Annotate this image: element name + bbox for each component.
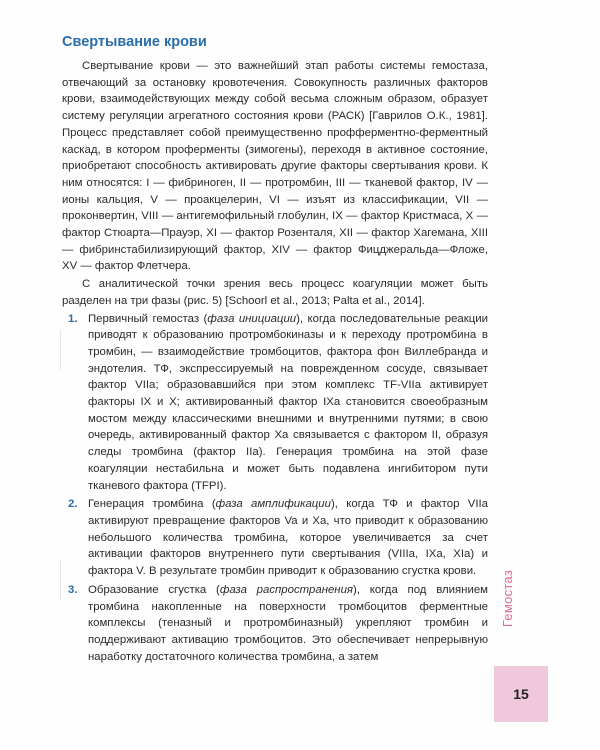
list-number: 3. [68, 583, 78, 596]
paragraph: С аналитической точки зрения весь процесс коагуляции может быть разделен на три фазы (рис. 5) [Schoorl et al., 2013; Palta et al., 2014]. [62, 278, 488, 307]
phase-name: фаза распространения [219, 583, 353, 596]
list-text: ), когда последовательные реакции приводят к образованию протромбокиназы и к переходу протромбина в тромбин, — взаимодействие тромбоцитов, фактора фон Виллебранда и эндотелия. ТФ, экспрессируемый на поврежденном сосуде, связывает фактор VIIa; образовавшийся при этом комплекс TF-VIIa активирует факторы IX и X; активированный фактор IXa становится своеобразным мостом между классическими внешними и внутренними путями; в свою очередь, активированный фактор Xa связывается с фактором II, образуя следы тромбина (фактор IIa). Генерация тромбина на этой фазе коагуляции нестабильна и может быть подавлена ингибитором пути тканевого фактора (TFPI). [88, 312, 488, 492]
list-item [62, 582, 488, 666]
list-number: 2. [68, 498, 78, 511]
page-number-box [494, 666, 548, 722]
list-number: 1. [68, 312, 78, 325]
list-text: Первичный гемостаз ( [88, 312, 208, 325]
phase-list [62, 311, 488, 666]
chapter-side-tab [494, 570, 522, 626]
list-text: ), когда ТФ и фактор VIIa активируют превращение факторов Va и Xa, что приводит к образованию небольшого количества тромбина, которое увеличивается за счет активации факторов внутреннего пути свертывания (VIIIa, IXa, XIa) и фактора V. В результате тромбин приводит к образованию сгустка крови. [88, 498, 489, 578]
section-heading: Свертывание крови [62, 34, 207, 50]
list-text: Образование сгустка ( [88, 583, 220, 596]
phase-name: фаза амплификации [215, 498, 331, 511]
list-text: ), когда под влиянием тромбина накопленные на поверхности тромбоцитов ферментные комплексы (теназный и протромбиназный) укрепляют тромбин и поддерживают активацию тромбоцитов. Это обеспечивает непрерывную наработку достаточного количества тромбина, а затем [88, 583, 488, 663]
body-text [62, 58, 488, 667]
page-number: 15 [513, 686, 529, 702]
paragraph: Свертывание крови — это важнейший этап работы системы гемостаза, отвечающий за остановку кровотечения. Совокупность различных факторов крови, взаимодействующих между собой весьма сложным образом, образует систему регуляции агрегатного состояния крови (РАСК) [Гаврилов О.К., 1981]. Процесс представляет собой преимущественно профферментно-ферментный каскад, в котором проферменты (зимогены), переходя в активное состояние, приобретают способность активировать другие факторы свертывания крови. К ним относятся: I — фибриноген, II — протромбин, III — тканевой фактор, IV — ионы кальция, V — проакцелерин, VI — изъят из классификации, VII — проконвертин, VIII — антигемофильный глобулин, IX — фактор Кристмаса, X — фактор Стюарта—Прауэр, XI — фактор Розенталя, XII — фактор Хагемана, XIII — фибринстабилизирующий фактор, XIV — фактор Фицджеральда—Фложе, XV — фактор Флетчера. [62, 60, 488, 273]
list-text: Генерация тромбина ( [88, 498, 216, 511]
phase-name: фаза инициации [207, 312, 297, 325]
list-item [62, 311, 488, 495]
chapter-label: Гемостаз [500, 569, 516, 627]
margin-rule [60, 560, 61, 600]
margin-rule [60, 330, 61, 370]
list-item [62, 496, 488, 580]
